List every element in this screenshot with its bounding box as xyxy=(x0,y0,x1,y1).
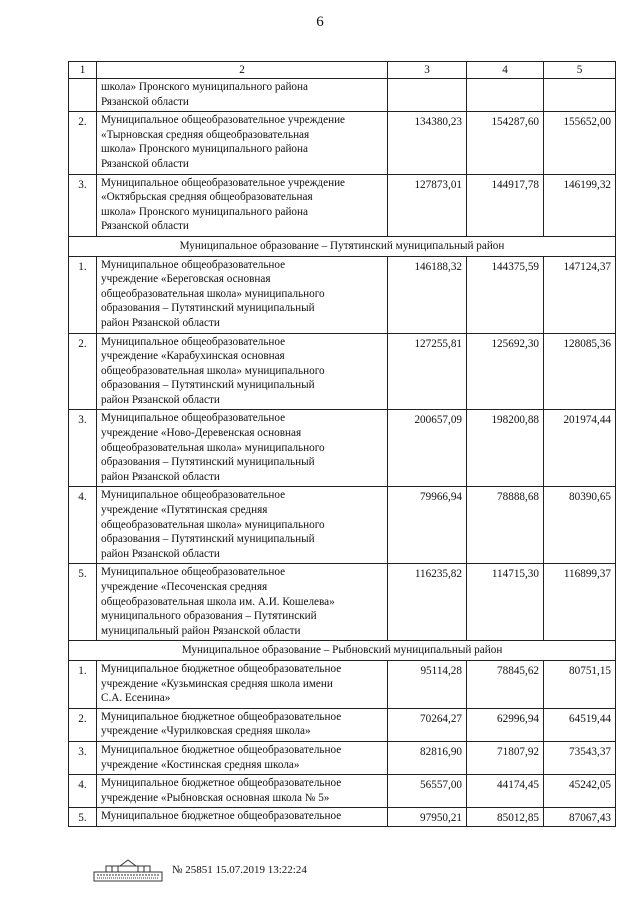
table-row xyxy=(69,741,616,774)
value-col-5: 146199,32 xyxy=(544,174,616,236)
value-col-3 xyxy=(388,79,467,112)
value-col-3: 79966,94 xyxy=(388,487,467,564)
value-col-5: 80751,15 xyxy=(544,660,616,708)
value-col-5 xyxy=(544,79,616,112)
value-col-5: 116899,37 xyxy=(544,564,616,641)
header-col-4: 4 xyxy=(467,62,544,79)
value-col-3: 95114,28 xyxy=(388,660,467,708)
value-col-5: 45242,05 xyxy=(544,775,616,808)
value-col-4: 144917,78 xyxy=(467,174,544,236)
table-row xyxy=(69,808,616,827)
value-col-4: 44174,45 xyxy=(467,775,544,808)
header-col-3: 3 xyxy=(388,62,467,79)
row-number: 2. xyxy=(69,708,97,741)
row-number: 4. xyxy=(69,487,97,564)
value-col-3: 56557,00 xyxy=(388,775,467,808)
table-row xyxy=(69,256,616,333)
row-number xyxy=(69,79,97,112)
value-col-5: 201974,44 xyxy=(544,410,616,487)
institution-name: Муниципальное общеобразовательное учреждение «Береговская основная общеобразовательная школа» муниципального образования – Путятинский муниципальный район Рязанской области xyxy=(97,256,388,333)
institution-name: Муниципальное общеобразовательное учреждение «Тырновская средняя общеобразовательная школа» Пронского муниципального района Рязанской области xyxy=(97,112,388,174)
value-col-4: 62996,94 xyxy=(467,708,544,741)
institution-name: Муниципальное бюджетное общеобразовательное xyxy=(97,808,388,827)
section-header-row xyxy=(69,236,616,256)
value-col-4: 144375,59 xyxy=(467,256,544,333)
table-header-row xyxy=(69,62,616,79)
registration-stamp-text: № 25851 15.07.2019 13:22:24 xyxy=(172,864,307,876)
page-number: 6 xyxy=(316,14,324,30)
value-col-4: 78888,68 xyxy=(467,487,544,564)
section-title: Муниципальное образование – Путятинский муниципальный район xyxy=(69,236,616,256)
section-title: Муниципальное образование – Рыбновский муниципальный район xyxy=(69,641,616,661)
row-number: 3. xyxy=(69,410,97,487)
value-col-4: 198200,88 xyxy=(467,410,544,487)
row-number: 1. xyxy=(69,256,97,333)
institution-name: Муниципальное общеобразовательное учреждение «Октябрьская средняя общеобразовательная школа» Пронского муниципального района Рязанской области xyxy=(97,174,388,236)
row-number: 4. xyxy=(69,775,97,808)
value-col-3: 127255,81 xyxy=(388,333,467,410)
table-row xyxy=(69,487,616,564)
value-col-5: 155652,00 xyxy=(544,112,616,174)
value-col-4: 125692,30 xyxy=(467,333,544,410)
institution-name: Муниципальное общеобразовательное учреждение «Карабухинская основная общеобразовательная школа» муниципального образования – Путятинский муниципальный район Рязанской области xyxy=(97,333,388,410)
table-row xyxy=(69,708,616,741)
institution-name: Муниципальное бюджетное общеобразовательное учреждение «Рыбновская основная школа № 5» xyxy=(97,775,388,808)
value-col-4: 114715,30 xyxy=(467,564,544,641)
value-col-5: 80390,65 xyxy=(544,487,616,564)
value-col-4: 78845,62 xyxy=(467,660,544,708)
value-col-3: 82816,90 xyxy=(388,741,467,774)
table-row xyxy=(69,112,616,174)
table-row xyxy=(69,564,616,641)
institution-name: школа» Пронского муниципального района Рязанской области xyxy=(97,79,388,112)
row-number: 1. xyxy=(69,660,97,708)
table-row xyxy=(69,333,616,410)
institution-name: Муниципальное общеобразовательное учреждение «Ново-Деревенская основная общеобразовательная школа» муниципального образования – Путятинский муниципальный район Рязанской области xyxy=(97,410,388,487)
row-number: 2. xyxy=(69,112,97,174)
value-col-3: 127873,01 xyxy=(388,174,467,236)
value-col-5: 87067,43 xyxy=(544,808,616,827)
row-number: 3. xyxy=(69,174,97,236)
row-number: 5. xyxy=(69,808,97,827)
institution-name: Муниципальное бюджетное общеобразовательное учреждение «Чурилковская средняя школа» xyxy=(97,708,388,741)
value-col-3: 146188,32 xyxy=(388,256,467,333)
value-col-5: 147124,37 xyxy=(544,256,616,333)
government-building-stamp-icon xyxy=(92,858,164,882)
value-col-3: 70264,27 xyxy=(388,708,467,741)
value-col-5: 64519,44 xyxy=(544,708,616,741)
value-col-4: 71807,92 xyxy=(467,741,544,774)
value-col-3: 200657,09 xyxy=(388,410,467,487)
section-header-row xyxy=(69,641,616,661)
institution-name: Муниципальное общеобразовательное учреждение «Песоченская средняя общеобразовательная школа им. А.И. Кошелева» муниципального образования – Путятинский муниципальный район Рязанской области xyxy=(97,564,388,641)
table-row xyxy=(69,174,616,236)
institution-name: Муниципальное общеобразовательное учреждение «Путятинская средняя общеобразовательная школа» муниципального образования – Путятинский муниципальный район Рязанской области xyxy=(97,487,388,564)
value-col-5: 73543,37 xyxy=(544,741,616,774)
institution-name: Муниципальное бюджетное общеобразовательное учреждение «Кузьминская средняя школа имени С.А. Есенина» xyxy=(97,660,388,708)
row-number: 5. xyxy=(69,564,97,641)
header-col-2: 2 xyxy=(97,62,388,79)
table-row xyxy=(69,660,616,708)
header-col-1: 1 xyxy=(69,62,97,79)
funding-table xyxy=(68,61,616,827)
institution-name: Муниципальное бюджетное общеобразовательное учреждение «Костинская средняя школа» xyxy=(97,741,388,774)
table-row xyxy=(69,775,616,808)
header-col-5: 5 xyxy=(544,62,616,79)
table-row xyxy=(69,410,616,487)
row-number: 3. xyxy=(69,741,97,774)
value-col-3: 116235,82 xyxy=(388,564,467,641)
value-col-4: 85012,85 xyxy=(467,808,544,827)
row-number: 2. xyxy=(69,333,97,410)
value-col-4: 154287,60 xyxy=(467,112,544,174)
value-col-3: 134380,23 xyxy=(388,112,467,174)
table-row xyxy=(69,79,616,112)
value-col-4 xyxy=(467,79,544,112)
document-footer xyxy=(92,858,307,882)
value-col-5: 128085,36 xyxy=(544,333,616,410)
value-col-3: 97950,21 xyxy=(388,808,467,827)
